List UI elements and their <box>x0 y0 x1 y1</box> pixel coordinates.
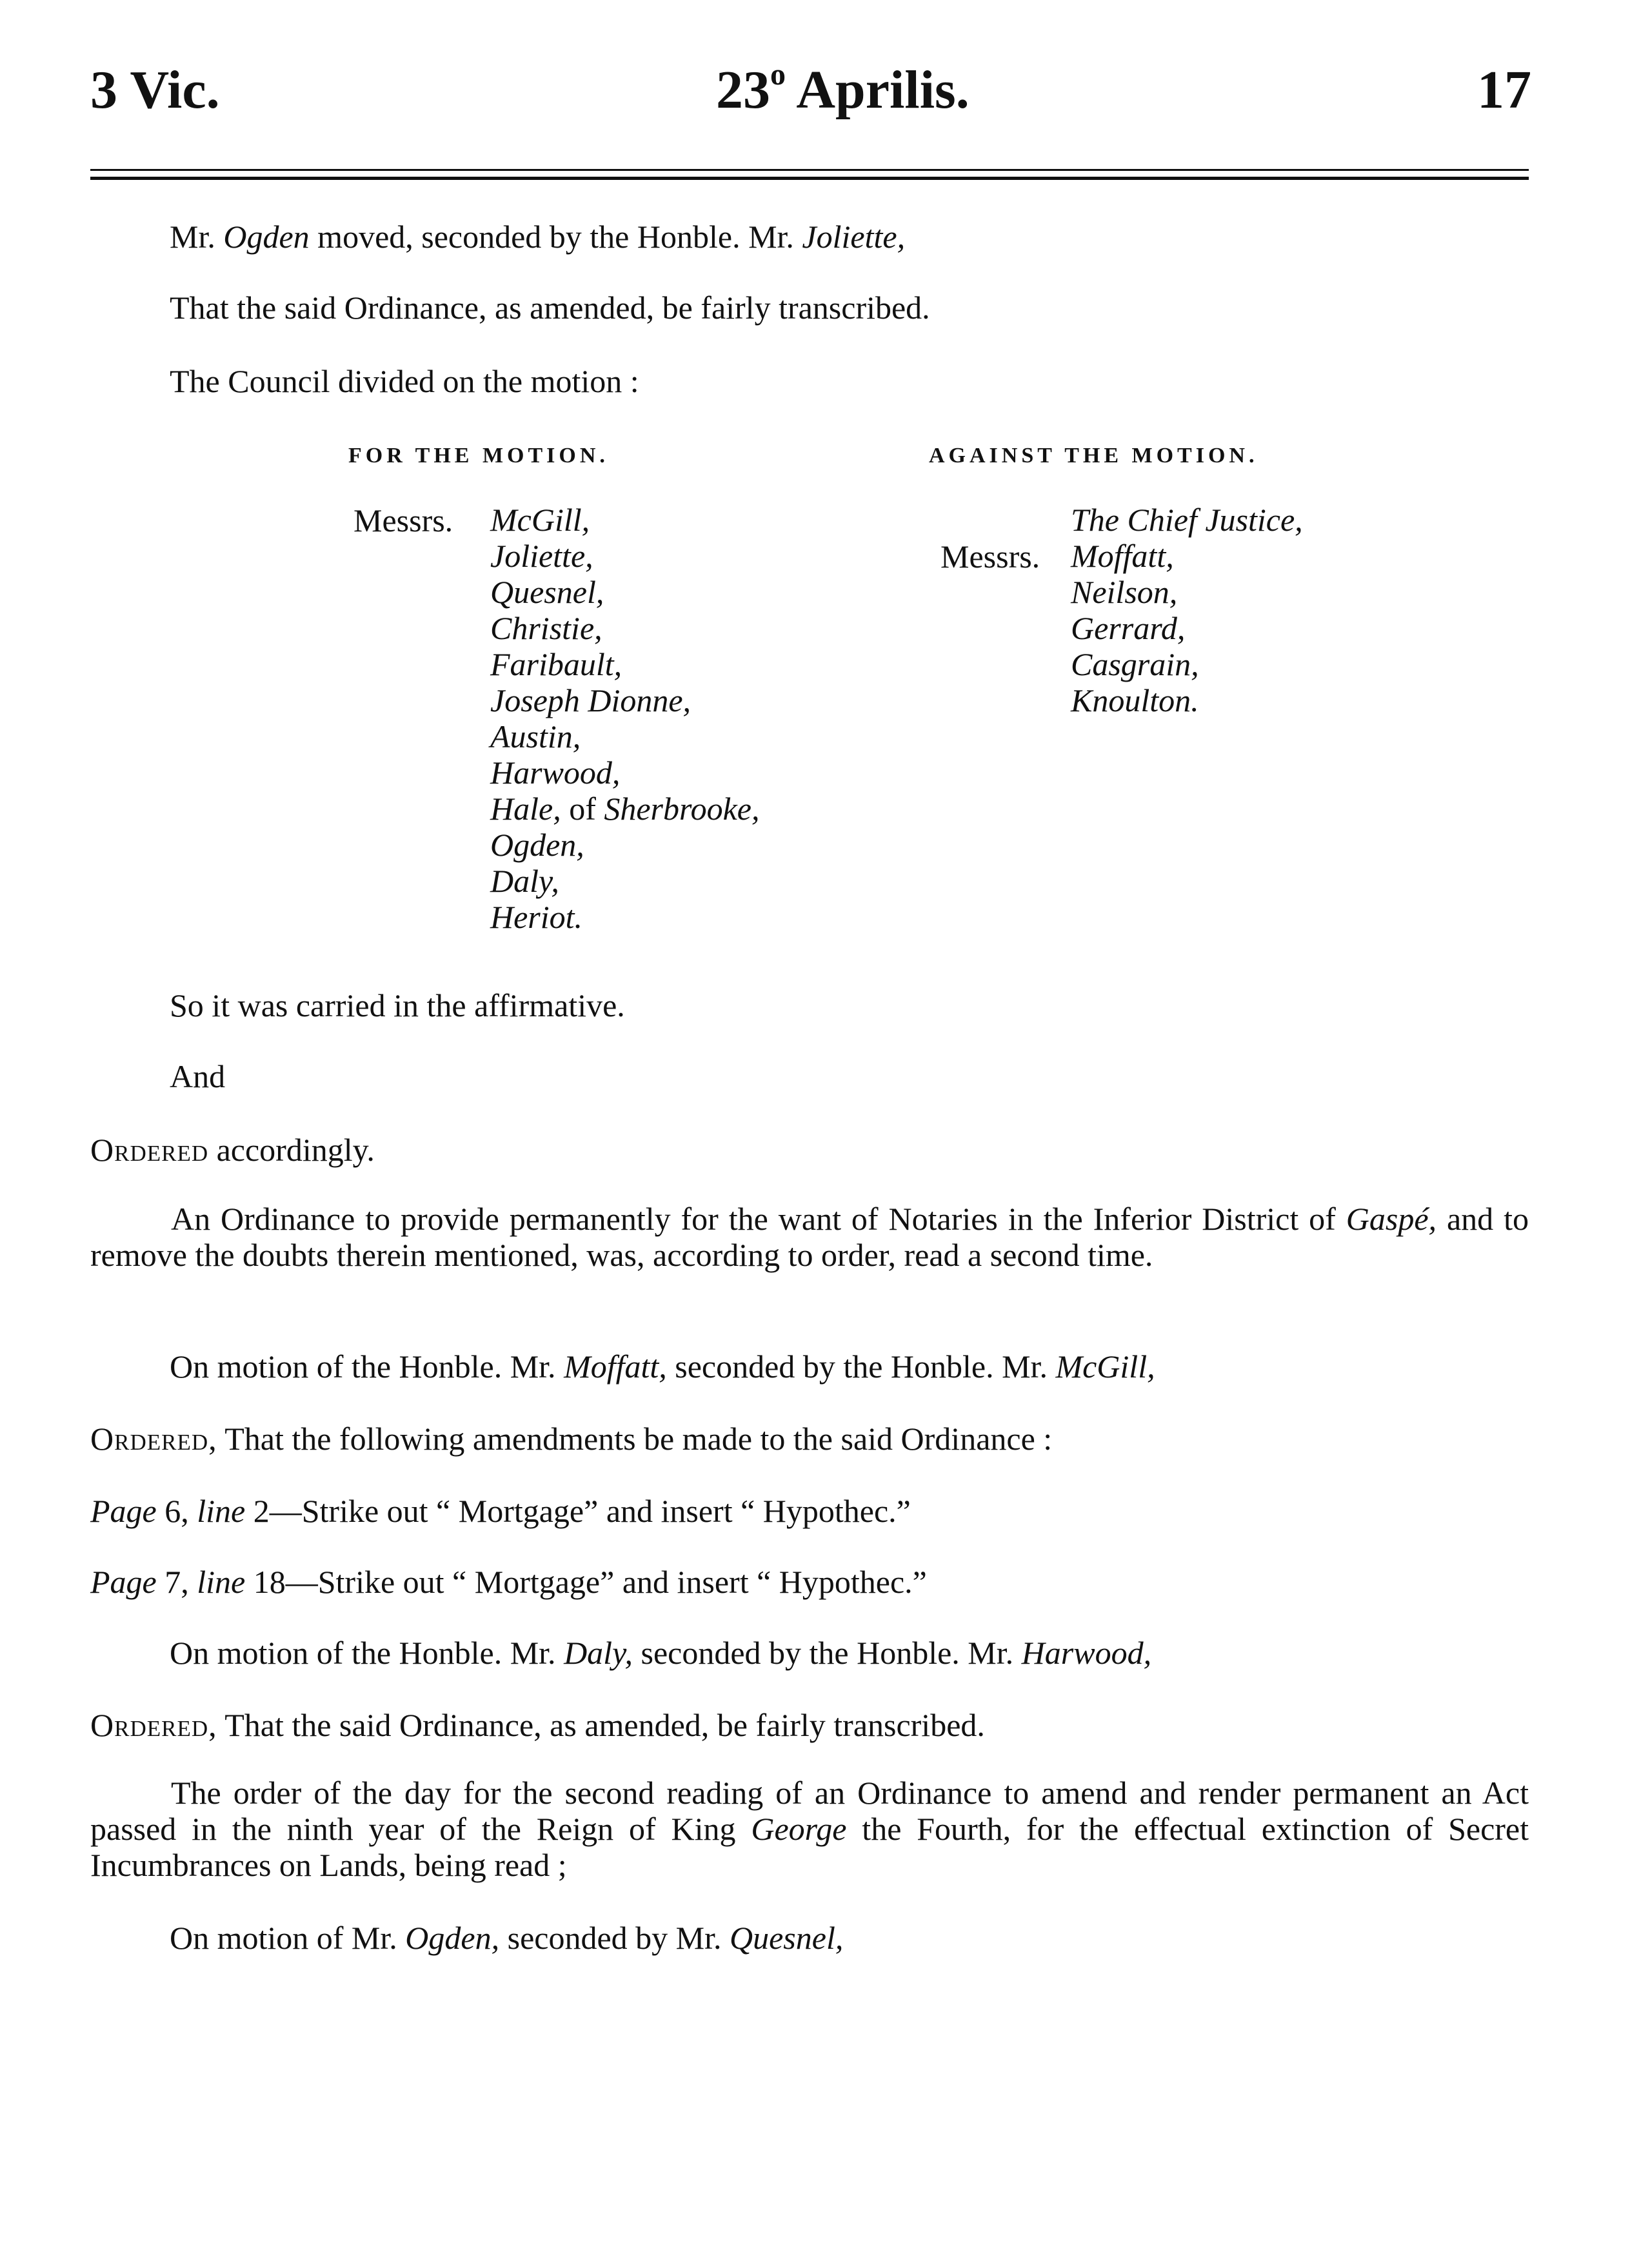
page-number: 17 <box>1477 60 1531 120</box>
text: An Ordinance to provide permanently for the want of Notaries in the Inferior District of <box>171 1201 1346 1237</box>
for-name: Joliette, <box>490 538 593 574</box>
for-name: Heriot. <box>490 899 583 935</box>
text: of <box>561 791 604 827</box>
for-heading: FOR THE MOTION. <box>348 444 609 468</box>
motion-daly <box>170 1634 1151 1671</box>
header-rule-top <box>90 169 1529 171</box>
for-name-hale <box>490 791 760 827</box>
page-label: Page <box>90 1564 157 1600</box>
name: Joliette, <box>802 219 906 255</box>
text: seconded by the Honble. Mr. <box>633 1635 1022 1671</box>
name: George <box>751 1811 847 1847</box>
against-name: Neilson, <box>1071 574 1178 610</box>
text: accordingly. <box>208 1132 375 1168</box>
name: Ogden, <box>405 1920 500 1956</box>
name: Ogden <box>223 219 310 255</box>
text: moved, seconded by the Honble. Mr. <box>309 219 802 255</box>
place: Sherbrooke, <box>604 791 760 827</box>
text: The order of the day for the second reading of an Ordinance to amend and render permanent an Act passed in the ninth year of the Reign of King <box>90 1775 1529 1847</box>
ordered-line <box>90 1131 375 1169</box>
carried-line: So it was carried in the affirmative. <box>170 987 625 1023</box>
text: On motion of Mr. <box>170 1920 406 1956</box>
ordered-word: Ordered <box>90 1132 209 1168</box>
text: 7, <box>156 1564 197 1600</box>
messrs-for: Messrs. <box>353 502 453 538</box>
transcribe-line: That the said Ordinance, as amended, be fairly transcribed. <box>170 290 930 326</box>
name: Moffatt, <box>564 1348 667 1385</box>
for-name: Daly, <box>490 863 559 899</box>
text: 2—Strike out “ Mortgage” and insert “ Hypothec.” <box>245 1493 911 1529</box>
motion-moffatt <box>170 1348 1155 1385</box>
for-name: Quesnel, <box>490 574 604 610</box>
line-label: line <box>197 1564 246 1600</box>
date-month: Aprilis. <box>796 60 970 120</box>
name: Daly, <box>564 1635 633 1671</box>
place: Gaspé, <box>1346 1201 1437 1237</box>
name: Hale, <box>490 791 561 827</box>
date-day: 23 <box>716 60 770 120</box>
for-name: Faribault, <box>490 646 622 682</box>
against-heading: AGAINST THE MOTION. <box>929 444 1258 468</box>
divided-line: The Council divided on the motion : <box>170 363 639 399</box>
amendment-1 <box>90 1492 911 1530</box>
header-rule-bottom <box>90 177 1529 180</box>
motion-line <box>170 218 905 255</box>
paragraph-incumbrances <box>90 1775 1529 1883</box>
against-name: Moffatt, <box>1071 538 1174 574</box>
text: and to remove the doubts therein mentioned, was, according to order, read a second time. <box>90 1201 1529 1273</box>
text: On motion of the Honble. Mr. <box>170 1348 564 1385</box>
ordered-word: Ordered, <box>90 1421 217 1457</box>
against-name: Knoulton. <box>1071 682 1199 718</box>
ordered-transcribed <box>90 1706 985 1744</box>
and-line: And <box>170 1058 226 1094</box>
text: Mr. <box>170 219 224 255</box>
for-name: Christie, <box>490 610 602 646</box>
messrs-against: Messrs. <box>940 538 1040 575</box>
name: Quesnel, <box>730 1920 844 1956</box>
date-superscript: o <box>770 57 786 92</box>
name: Harwood, <box>1021 1635 1152 1671</box>
paragraph-notaries <box>90 1201 1529 1273</box>
for-name: Ogden, <box>490 827 584 863</box>
text: That the said Ordinance, as amended, be fairly transcribed. <box>217 1707 985 1743</box>
text: seconded by the Honble. Mr. <box>666 1348 1056 1385</box>
for-name: Joseph Dionne, <box>490 682 691 718</box>
line-label: line <box>197 1493 246 1529</box>
against-name: Casgrain, <box>1071 646 1199 682</box>
ordered-amendments <box>90 1420 1052 1457</box>
name: McGill, <box>1055 1348 1155 1385</box>
amendment-2 <box>90 1563 927 1601</box>
text: 6, <box>156 1493 197 1529</box>
for-list <box>490 502 760 935</box>
against-name-chief: The Chief Justice, <box>1071 502 1303 538</box>
running-head-date <box>716 57 970 120</box>
text: the Fourth, for the effectual extinction of Secret Incumbrances on Lands, being read ; <box>90 1811 1529 1883</box>
for-name: Austin, <box>490 718 581 754</box>
running-head-left: 3 Vic. <box>90 60 220 120</box>
motion-ogden <box>170 1919 843 1957</box>
text: 18—Strike out “ Mortgage” and insert “ Hypothec.” <box>245 1564 927 1600</box>
against-name: Gerrard, <box>1071 610 1186 646</box>
against-list <box>1071 502 1303 718</box>
page-label: Page <box>90 1493 157 1529</box>
text: That the following amendments be made to the said Ordinance : <box>217 1421 1053 1457</box>
text: On motion of the Honble. Mr. <box>170 1635 564 1671</box>
for-name: Harwood, <box>490 754 621 791</box>
text: seconded by Mr. <box>499 1920 730 1956</box>
for-name: McGill, <box>490 502 590 538</box>
ordered-word: Ordered, <box>90 1707 217 1743</box>
